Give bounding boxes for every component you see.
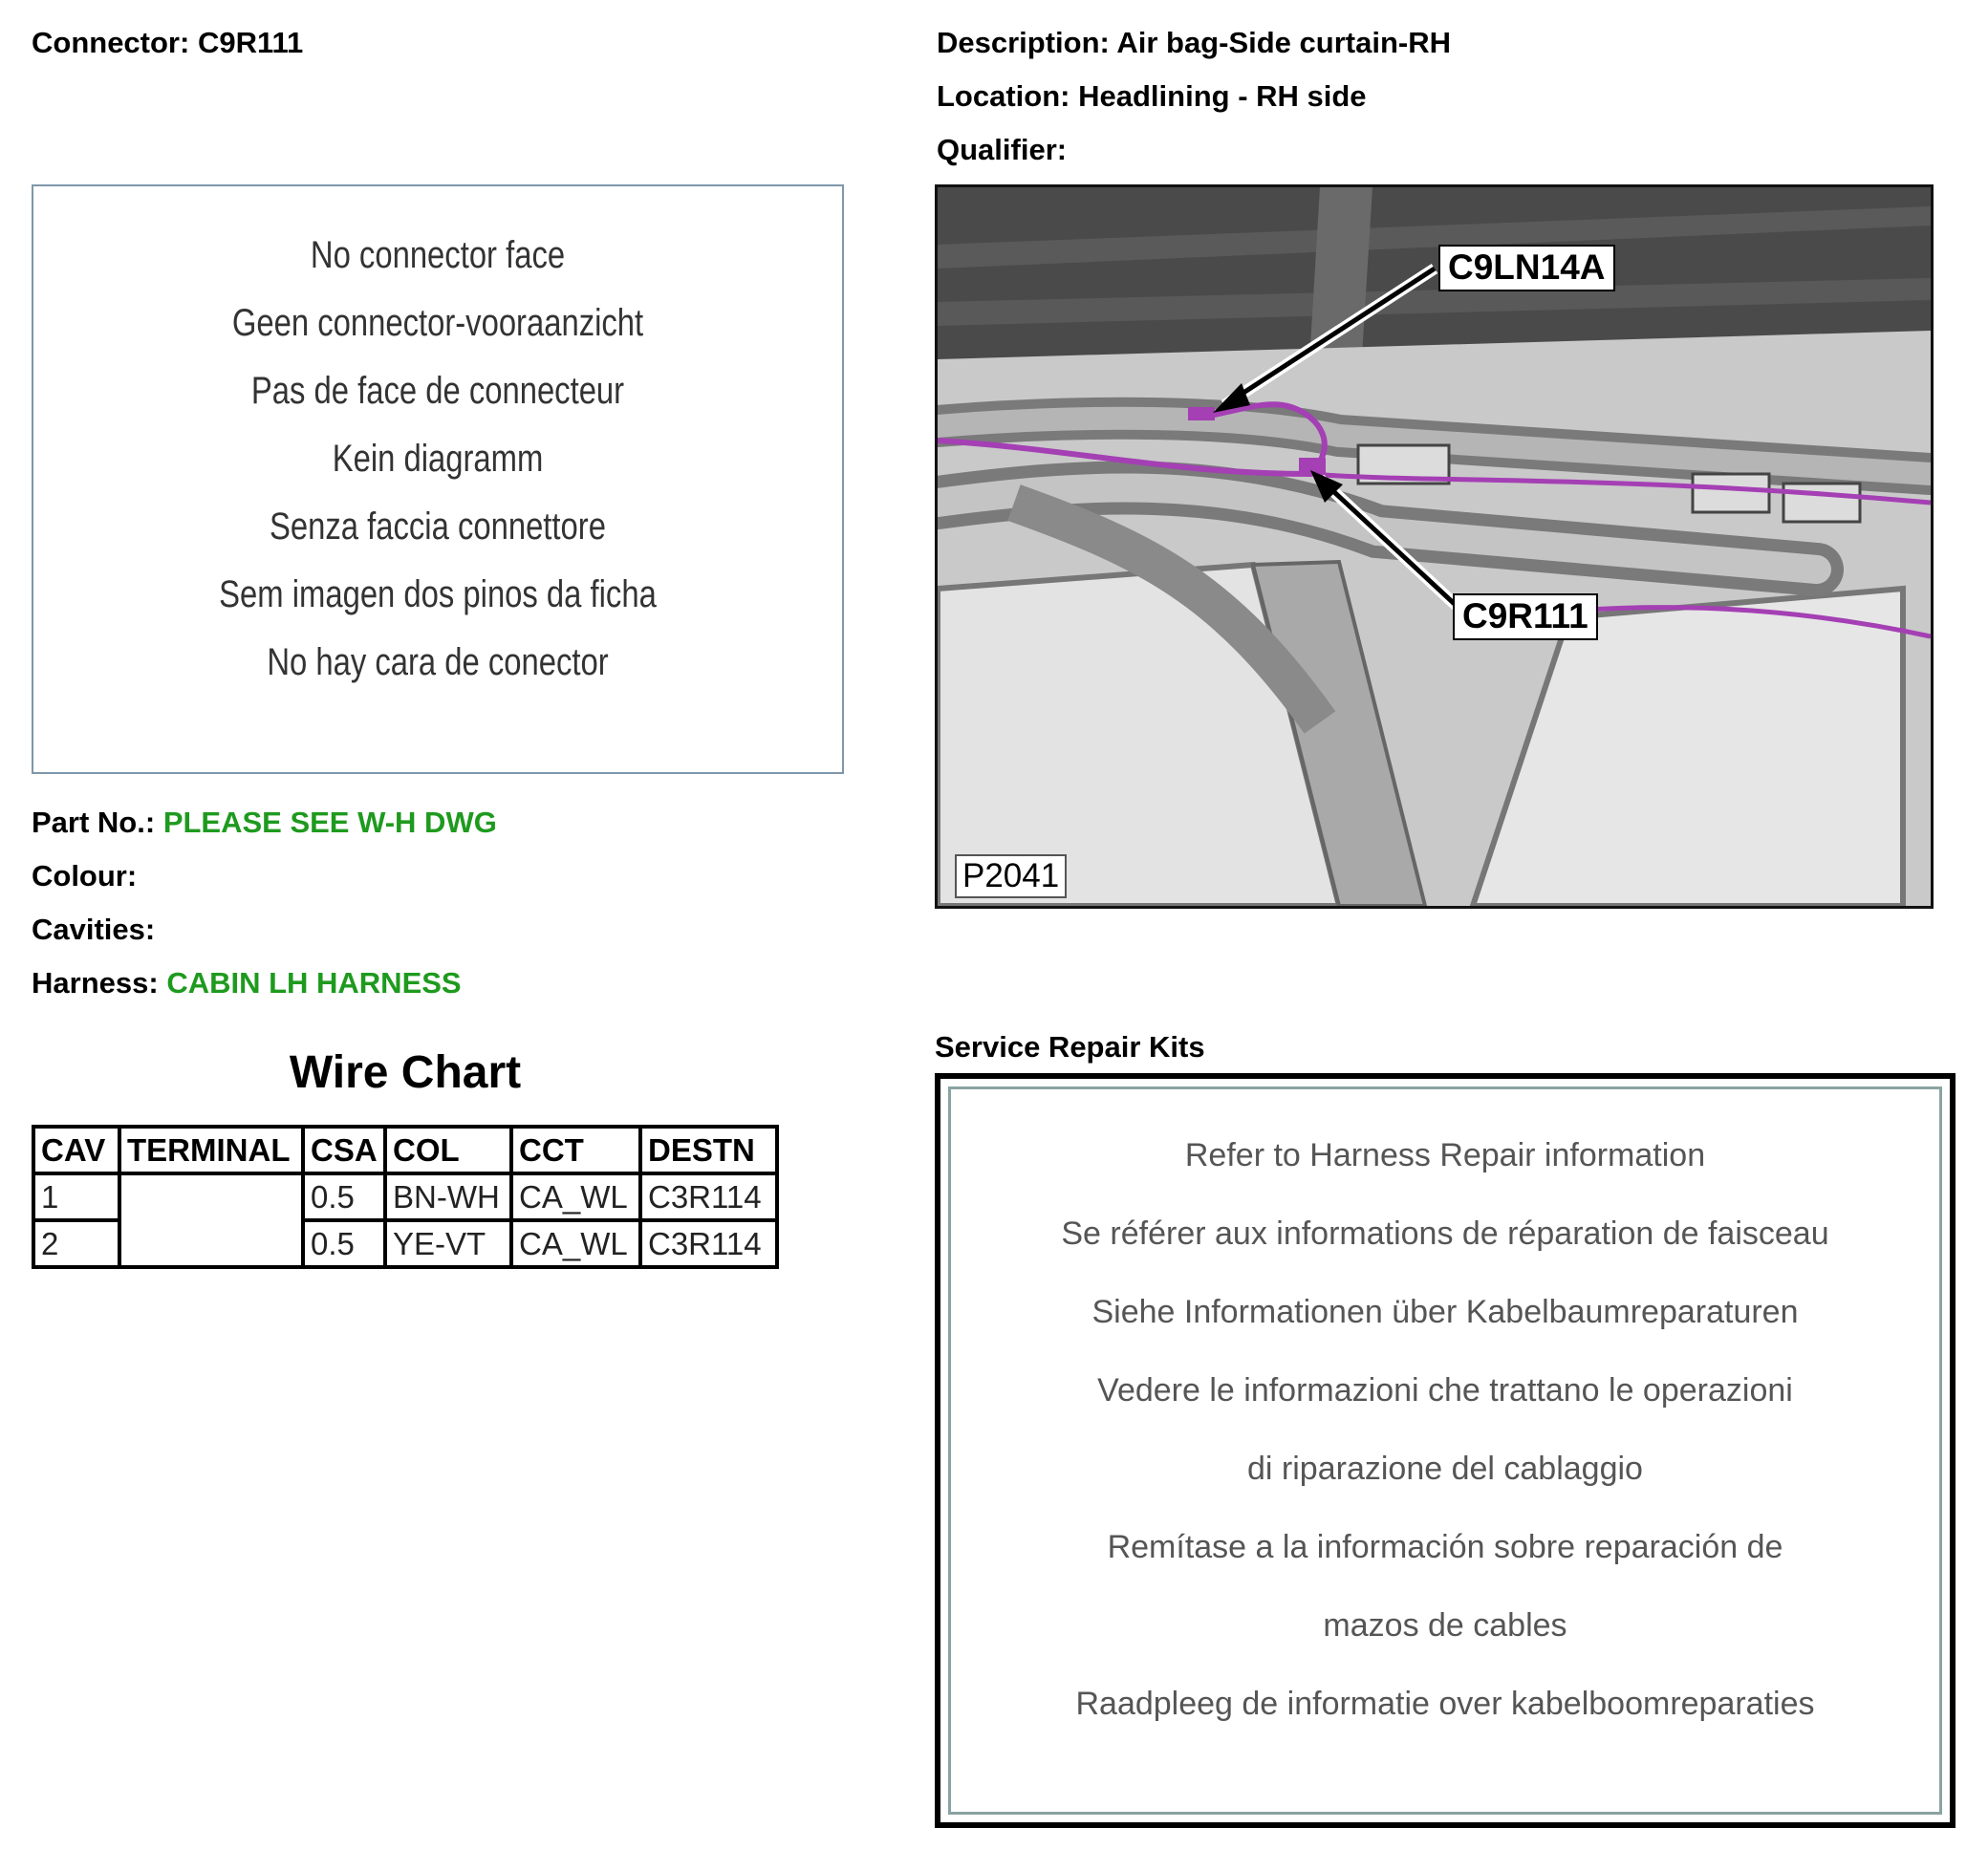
colour-label: Colour: <box>32 859 138 893</box>
service-repair-kits-inner <box>948 1086 1942 1815</box>
description-value: Air bag-Side curtain-RH <box>1116 26 1451 59</box>
qualifier-label: Qualifier: <box>937 133 1068 166</box>
qualifier-field <box>937 133 1067 167</box>
location-photo-drawing <box>938 187 1931 906</box>
header-csa: CSA <box>303 1127 385 1173</box>
location-photo <box>935 184 1934 909</box>
location-label: Location: <box>937 79 1070 113</box>
header-cav: CAV <box>33 1127 119 1173</box>
harness-field <box>32 966 462 1000</box>
clip <box>1783 484 1860 522</box>
cavities-label: Cavities: <box>32 913 156 946</box>
repair-info-line: Raadpleeg de informatie over kabelboomreparaties <box>1075 1686 1815 1722</box>
location-field <box>937 79 1367 114</box>
repair-info-line: di riparazione del cablaggio <box>1247 1451 1643 1487</box>
callout-label-c9ln14a: C9LN14A <box>1438 245 1615 291</box>
description-label: Description: <box>937 26 1110 59</box>
header-destn: DESTN <box>640 1127 777 1173</box>
service-repair-kits-box <box>935 1073 1956 1828</box>
cell-cct: CA_WL <box>511 1220 640 1267</box>
cell-csa: 0.5 <box>303 1173 385 1220</box>
connector-face-line: Kein diagramm <box>332 438 544 480</box>
wire-chart-table <box>32 1125 779 1269</box>
header-terminal: TERMINAL <box>119 1127 303 1173</box>
cell-cav: 1 <box>33 1173 119 1220</box>
header-cct: CCT <box>511 1127 640 1173</box>
repair-info-line: Siehe Informationen über Kabelbaumreparaturen <box>1091 1294 1799 1330</box>
part-no-value: PLEASE SEE W-H DWG <box>162 806 497 839</box>
repair-info-line: Se référer aux informations de réparation de faisceau <box>1061 1215 1829 1252</box>
connector-label: Connector: <box>32 26 190 59</box>
connector-field <box>32 26 303 60</box>
location-value: Headlining - RH side <box>1078 79 1367 113</box>
repair-info-line: Refer to Harness Repair information <box>1184 1137 1706 1173</box>
figure-id: P2041 <box>955 854 1067 898</box>
connector-c9ln14a <box>1188 407 1215 420</box>
harness-value: CABIN LH HARNESS <box>166 966 462 1000</box>
table-row <box>33 1173 777 1220</box>
wire-chart-title: Wire Chart <box>289 1047 522 1098</box>
cell-destn: C3R114 <box>640 1173 777 1220</box>
connector-face-line: Senza faccia connettore <box>270 506 606 548</box>
harness-label: Harness: <box>32 966 159 1000</box>
callout-label-c9r111: C9R111 <box>1453 593 1598 640</box>
part-no-field <box>32 806 497 840</box>
cell-destn: C3R114 <box>640 1220 777 1267</box>
repair-info-line: Remítase a la información sobre reparación de <box>1107 1529 1783 1565</box>
cell-cav: 2 <box>33 1220 119 1267</box>
description-field <box>937 26 1451 60</box>
cell-cct: CA_WL <box>511 1173 640 1220</box>
cell-terminal <box>119 1173 303 1267</box>
cavities-field <box>32 913 155 947</box>
repair-info-line: Vedere le informazioni che trattano le operazioni <box>1097 1372 1793 1409</box>
table-header-row <box>33 1127 777 1173</box>
connector-face-line: No hay cara de conector <box>267 641 609 683</box>
cell-csa: 0.5 <box>303 1220 385 1267</box>
cell-col: YE-VT <box>385 1220 511 1267</box>
cell-col: BN-WH <box>385 1173 511 1220</box>
service-repair-kits-title: Service Repair Kits <box>935 1030 1205 1064</box>
connector-face-line: Sem imagen dos pinos da ficha <box>219 573 657 615</box>
clip <box>1693 474 1769 512</box>
connector-face-line: No connector face <box>310 234 566 276</box>
connector-face-line: Pas de face de connecteur <box>250 370 625 412</box>
header-col: COL <box>385 1127 511 1173</box>
part-no-label: Part No.: <box>32 806 156 839</box>
connector-value: C9R111 <box>197 26 304 59</box>
connector-face-line: Geen connector-vooraanzicht <box>231 302 644 344</box>
connector-face-box <box>32 184 844 774</box>
colour-field <box>32 859 137 893</box>
repair-info-line: mazos de cables <box>1323 1607 1567 1644</box>
